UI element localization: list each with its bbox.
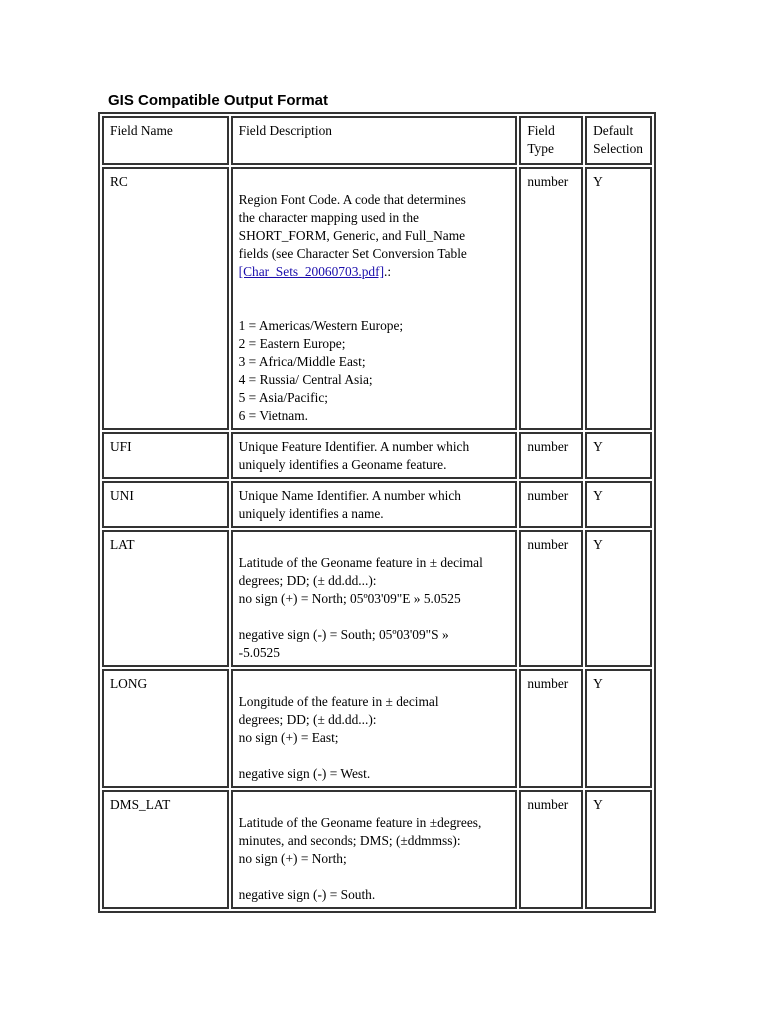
table-row-lat xyxy=(102,530,652,667)
cell-field-description xyxy=(231,530,518,667)
cell-field-description xyxy=(231,481,518,528)
cell-field-type: number xyxy=(519,790,583,909)
spacer xyxy=(239,747,511,765)
code-line: 5 = Asia/Pacific; xyxy=(238,390,328,405)
field-table xyxy=(98,112,656,913)
header-default-line2: Selection xyxy=(593,141,643,156)
cell-field-type: number xyxy=(519,432,583,479)
desc-line: negative sign (-) = West. xyxy=(238,766,371,781)
table-row-rc xyxy=(102,167,652,430)
spacer xyxy=(239,796,511,814)
desc-line: Longitude of the feature in ± decimal xyxy=(238,694,439,709)
cell-default-selection: Y xyxy=(585,790,652,909)
desc-line: minutes, and seconds; DMS; (±ddmmss): xyxy=(238,833,461,848)
desc-link-line xyxy=(239,263,511,281)
spacer xyxy=(239,281,511,317)
cell-field-name: UNI xyxy=(102,481,229,528)
header-field-type-line1: Field xyxy=(527,123,555,138)
desc-line: no sign (+) = East; xyxy=(238,730,339,745)
desc-line: Unique Name Identifier. A number which xyxy=(238,488,462,503)
desc-line: SHORT_FORM, Generic, and Full_Name xyxy=(238,228,466,243)
desc-line: degrees; DD; (± dd.dd...): xyxy=(238,712,377,727)
code-line: 4 = Russia/ Central Asia; xyxy=(238,372,373,387)
link-suffix: .: xyxy=(384,264,392,279)
cell-field-description xyxy=(231,790,518,909)
cell-field-type: number xyxy=(519,669,583,788)
desc-line: Latitude of the Geoname feature in ±degrees, xyxy=(238,815,482,830)
spacer xyxy=(239,608,511,626)
table-row-dms-lat xyxy=(102,790,652,909)
page-title: GIS Compatible Output Format xyxy=(108,92,328,109)
desc-line: Region Font Code. A code that determines xyxy=(238,192,466,207)
desc-line: degrees; DD; (± dd.dd...): xyxy=(238,573,377,588)
spacer xyxy=(239,868,511,886)
cell-field-name: UFI xyxy=(102,432,229,479)
desc-line: the character mapping used in the xyxy=(238,210,419,225)
header-field-type xyxy=(519,116,583,165)
header-field-type-line2: Type xyxy=(527,141,554,156)
table-row-long xyxy=(102,669,652,788)
table-row-uni xyxy=(102,481,652,528)
cell-field-name: LAT xyxy=(102,530,229,667)
desc-line: uniquely identifies a name. xyxy=(238,506,384,521)
desc-line: Unique Feature Identifier. A number which xyxy=(238,439,470,454)
desc-line: negative sign (-) = South; 05º03'09"S » xyxy=(238,627,449,642)
cell-field-description xyxy=(231,669,518,788)
cell-default-selection: Y xyxy=(585,432,652,479)
spacer xyxy=(239,675,511,693)
cell-default-selection: Y xyxy=(585,167,652,430)
desc-line: no sign (+) = North; 05º03'09"E » 5.0525 xyxy=(238,591,461,606)
spacer xyxy=(239,173,511,191)
desc-line: no sign (+) = North; xyxy=(238,851,347,866)
cell-default-selection: Y xyxy=(585,530,652,667)
code-line: 3 = Africa/Middle East; xyxy=(238,354,366,369)
desc-line: negative sign (-) = South. xyxy=(238,887,376,902)
header-default-selection xyxy=(585,116,652,165)
header-default-line1: Default xyxy=(593,123,634,138)
spacer xyxy=(239,536,511,554)
cell-field-name: DMS_LAT xyxy=(102,790,229,909)
cell-field-description xyxy=(231,432,518,479)
table-header-row xyxy=(102,116,652,165)
table-row-ufi xyxy=(102,432,652,479)
cell-default-selection: Y xyxy=(585,669,652,788)
cell-field-type: number xyxy=(519,530,583,667)
desc-line: Latitude of the Geoname feature in ± decimal xyxy=(238,555,483,570)
header-field-description: Field Description xyxy=(231,116,518,165)
cell-field-type: number xyxy=(519,167,583,430)
cell-field-name: RC xyxy=(102,167,229,430)
desc-line: -5.0525 xyxy=(238,645,280,660)
cell-default-selection: Y xyxy=(585,481,652,528)
cell-field-type: number xyxy=(519,481,583,528)
desc-line: uniquely identifies a Geoname feature. xyxy=(238,457,447,472)
cell-field-name: LONG xyxy=(102,669,229,788)
code-line: 6 = Vietnam. xyxy=(238,408,308,423)
char-sets-pdf-link[interactable]: [Char_Sets_20060703.pdf] xyxy=(238,264,385,279)
code-line: 1 = Americas/Western Europe; xyxy=(238,318,404,333)
cell-field-description xyxy=(231,167,518,430)
header-field-name: Field Name xyxy=(102,116,229,165)
desc-line: fields (see Character Set Conversion Table xyxy=(238,246,467,261)
code-line: 2 = Eastern Europe; xyxy=(238,336,346,351)
